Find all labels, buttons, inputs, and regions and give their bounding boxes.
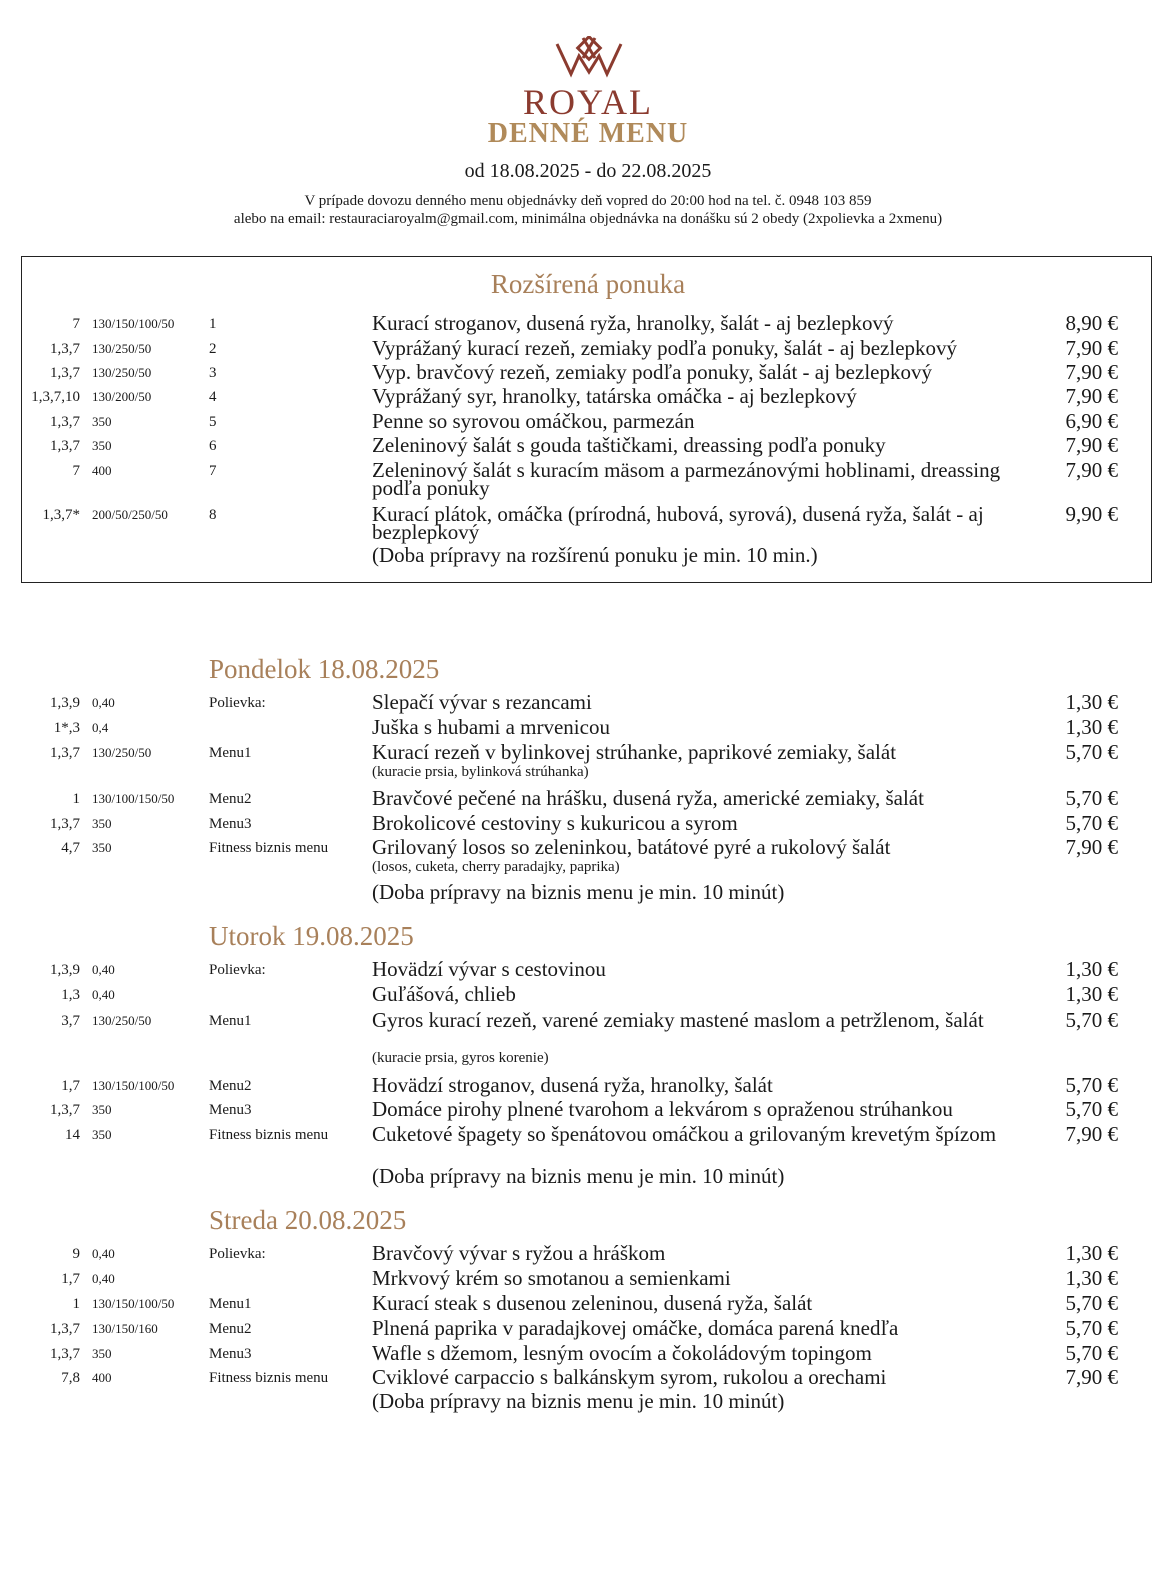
allergen-codes: 1,3,7: [50, 816, 80, 832]
dish-price: 5,70 €: [1065, 1341, 1118, 1365]
dish-price: 1,30 €: [1065, 982, 1118, 1006]
menu-date-range: od 18.08.2025 - do 22.08.2025: [464, 160, 712, 182]
dish-name: Guľášová, chlieb: [372, 982, 516, 1006]
portion-weight: 400: [92, 1370, 112, 1385]
dish-price: 7,90 €: [1065, 384, 1118, 408]
portion-weight: 350: [92, 414, 112, 429]
dish-price: 5,70 €: [1065, 786, 1118, 810]
dish-price: 1,30 €: [1065, 1266, 1118, 1290]
portion-weight: 350: [92, 1127, 112, 1142]
dish-name: Vyprážaný syr, hranolky, tatárska omáčka - aj bezlepkový: [372, 384, 857, 408]
dish-price: 5,70 €: [1065, 1008, 1118, 1032]
dish-price: 1,30 €: [1065, 715, 1118, 739]
item-number: 7: [209, 463, 217, 479]
allergen-codes: 1,3,7,10: [31, 389, 80, 405]
dish-price: 7,90 €: [1065, 336, 1118, 360]
menu-category-label: Menu1: [209, 745, 252, 761]
dish-name: Plnená paprika v paradajkovej omáčke, domáca parená knedľa: [372, 1316, 899, 1340]
allergen-codes: 1,3,7*: [42, 507, 80, 523]
dish-ingredients-note: (losos, cuketa, cherry paradajky, paprika): [372, 859, 620, 875]
allergen-codes: 1,3,7: [50, 341, 80, 357]
portion-weight: 0,40: [92, 1271, 115, 1286]
allergen-codes: 14: [65, 1127, 80, 1143]
item-number: 2: [209, 341, 217, 357]
item-number: 1: [209, 316, 217, 332]
menu-category-label: Menu3: [209, 1346, 252, 1362]
menu-category-label: Menu1: [209, 1296, 252, 1312]
portion-weight: 0,40: [92, 695, 115, 710]
dish-name: Kurací steak s dusenou zeleninou, dusená ryža, šalát: [372, 1291, 813, 1315]
menu-category-label: Menu2: [209, 1078, 252, 1094]
dish-name: Cviklové carpaccio s balkánskym syrom, rukolou a orechami: [372, 1365, 887, 1389]
menu-category-label: Menu3: [209, 816, 252, 832]
portion-weight: 130/150/100/50: [92, 1296, 175, 1311]
portion-weight: 130/150/160: [92, 1321, 158, 1336]
portion-weight: 130/250/50: [92, 365, 152, 380]
portion-weight: 0,40: [92, 1246, 115, 1261]
dish-price: 9,90 €: [1065, 502, 1118, 526]
dish-price: 7,90 €: [1065, 360, 1118, 384]
dish-name: Juška s hubami a mrvenicou: [372, 715, 610, 739]
dish-name: Slepačí vývar s rezancami: [372, 690, 592, 714]
delivery-notice-line1: V prípade dovozu denného menu objednávky deň vopred do 20:00 hod na tel. č. 0948 103 859: [304, 193, 872, 209]
menu-category-label: Menu1: [209, 1013, 252, 1029]
portion-weight: 0,40: [92, 962, 115, 977]
allergen-codes: 7,8: [61, 1370, 80, 1386]
dish-price: 1,30 €: [1065, 1241, 1118, 1265]
menu-category-label: Fitness biznis menu: [209, 1370, 329, 1386]
portion-weight: 130/150/100/50: [92, 1078, 175, 1093]
dish-price: 8,90 €: [1065, 311, 1118, 335]
allergen-codes: 1,7: [61, 1271, 80, 1287]
dish-price: 5,70 €: [1065, 1316, 1118, 1340]
item-number: 4: [209, 389, 217, 405]
allergen-codes: 3,7: [61, 1013, 80, 1029]
dish-price: 5,70 €: [1065, 1291, 1118, 1315]
portion-weight: 350: [92, 438, 112, 453]
menu-category-label: Polievka:: [209, 695, 266, 711]
dish-price: 5,70 €: [1065, 811, 1118, 835]
allergen-codes: 1,3,7: [50, 1321, 80, 1337]
dish-name: Kurací stroganov, dusená ryža, hranolky, šalát - aj bezlepkový: [372, 311, 894, 335]
dish-price: 6,90 €: [1065, 409, 1118, 433]
dish-name: Zeleninový šalát s gouda taštičkami, dreassing podľa ponuky: [372, 433, 886, 457]
business-menu-prep-note: (Doba prípravy na biznis menu je min. 10 minút): [372, 880, 785, 904]
dish-name: Grilovaný losos so zeleninkou, batátové pyré a rukolový šalát: [372, 835, 891, 859]
dish-name: Gyros kurací rezeň, varené zemiaky mastené maslom a petržlenom, šalát: [372, 1008, 984, 1032]
item-number: 6: [209, 438, 217, 454]
dish-name: Brokolicové cestoviny s kukuricou a syrom: [372, 811, 738, 835]
portion-weight: 130/100/150/50: [92, 791, 175, 806]
allergen-codes: 1,3,7: [50, 438, 80, 454]
allergen-codes: 1: [72, 791, 80, 807]
allergen-codes: 1*,3: [53, 720, 80, 736]
day-title: Utorok 19.08.2025: [209, 921, 414, 951]
dish-name: Zeleninový šalát s kuracím mäsom a parmezánovými hoblinami, dreassing podľa ponuky: [372, 458, 1001, 500]
allergen-codes: 1: [72, 1296, 80, 1312]
dish-price: 5,70 €: [1065, 740, 1118, 764]
allergen-codes: 1,7: [61, 1078, 80, 1094]
business-menu-prep-note: (Doba prípravy na biznis menu je min. 10 minút): [372, 1164, 785, 1188]
allergen-codes: 1,3,7: [50, 1102, 80, 1118]
menu-category-label: Menu2: [209, 791, 252, 807]
allergen-codes: 4,7: [61, 840, 80, 856]
day-title: Streda 20.08.2025: [209, 1205, 407, 1235]
item-number: 3: [209, 365, 217, 381]
dish-name: Hovädzí vývar s cestovinou: [372, 957, 606, 981]
menu-category-label: Fitness biznis menu: [209, 1127, 329, 1143]
allergen-codes: 7: [72, 463, 80, 479]
dish-price: 7,90 €: [1065, 1122, 1118, 1146]
dish-price: 7,90 €: [1065, 458, 1118, 482]
allergen-codes: 1,3,9: [50, 962, 80, 978]
dish-name: Kurací rezeň v bylinkovej strúhanke, paprikové zemiaky, šalát: [372, 740, 897, 764]
day-title: Pondelok 18.08.2025: [209, 654, 440, 684]
dish-price: 1,30 €: [1065, 957, 1118, 981]
portion-weight: 350: [92, 1102, 112, 1117]
allergen-codes: 9: [72, 1246, 80, 1262]
dish-price: 1,30 €: [1065, 690, 1118, 714]
dish-name: Domáce pirohy plnené tvarohom a lekvárom s opraženou strúhankou: [372, 1097, 953, 1121]
business-menu-prep-note: (Doba prípravy na biznis menu je min. 10 minút): [372, 1389, 785, 1413]
portion-weight: 130/250/50: [92, 341, 152, 356]
dish-name: Vyprážaný kurací rezeň, zemiaky podľa ponuky, šalát - aj bezlepkový: [372, 336, 958, 360]
brand-name: ROYAL: [522, 82, 653, 122]
portion-weight: 350: [92, 840, 112, 855]
portion-weight: 0,4: [92, 720, 109, 735]
dish-price: 7,90 €: [1065, 1365, 1118, 1389]
dish-name: Wafle s džemom, lesným ovocím a čokoládovým topingom: [372, 1341, 872, 1365]
dish-name: Hovädzí stroganov, dusená ryža, hranolky, šalát: [372, 1073, 773, 1097]
menu-category-label: Fitness biznis menu: [209, 840, 329, 856]
dish-name: Cuketové špagety so špenátovou omáčkou a grilovaným krevetým špízom: [372, 1122, 997, 1146]
item-number: 5: [209, 414, 217, 430]
dish-name: Bravčové pečené na hrášku, dusená ryža, americké zemiaky, šalát: [372, 786, 924, 810]
allergen-codes: 7: [72, 316, 80, 332]
dish-price: 7,90 €: [1065, 835, 1118, 859]
portion-weight: 130/150/100/50: [92, 316, 175, 331]
dish-name: Bravčový vývar s ryžou a hráškom: [372, 1241, 666, 1265]
portion-weight: 130/250/50: [92, 745, 152, 760]
dish-name: Penne so syrovou omáčkou, parmezán: [372, 409, 695, 433]
allergen-codes: 1,3,7: [50, 1346, 80, 1362]
dish-price: 5,70 €: [1065, 1073, 1118, 1097]
portion-weight: 350: [92, 816, 112, 831]
crown-monogram-icon: [553, 36, 625, 80]
menu-category-label: Polievka:: [209, 1246, 266, 1262]
portion-weight: 350: [92, 1346, 112, 1361]
portion-weight: 200/50/250/50: [92, 507, 168, 522]
dish-name: Mrkvový krém so smotanou a semienkami: [372, 1266, 731, 1290]
delivery-notice-line2: alebo na email: restauraciaroyalm@gmail.com, minimálna objednávka na donášku sú 2 obedy (2xpolievka a 2xmenu): [233, 211, 943, 227]
extended-offer-title: Rozšírená ponuka: [490, 269, 686, 299]
menu-subtitle: DENNÉ MENU: [487, 118, 689, 149]
allergen-codes: 1,3: [61, 987, 80, 1003]
extended-prep-note: (Doba prípravy na rozšírenú ponuku je min. 10 min.): [372, 543, 818, 567]
allergen-codes: 1,3,9: [50, 695, 80, 711]
dish-name: Kurací plátok, omáčka (prírodná, hubová, syrová), dusená ryža, šalát - aj bezplepkový: [372, 502, 984, 544]
dish-name: Vyp. bravčový rezeň, zemiaky podľa ponuky, šalát - aj bezlepkový: [372, 360, 932, 384]
item-number: 8: [209, 507, 217, 523]
portion-weight: 130/250/50: [92, 1013, 152, 1028]
dish-price: 7,90 €: [1065, 433, 1118, 457]
dish-ingredients-note: (kuracie prsia, bylinková strúhanka): [372, 764, 589, 780]
allergen-codes: 1,3,7: [50, 745, 80, 761]
dish-ingredients-note: (kuracie prsia, gyros korenie): [372, 1050, 549, 1066]
menu-category-label: Menu3: [209, 1102, 252, 1118]
menu-category-label: Polievka:: [209, 962, 266, 978]
menu-category-label: Menu2: [209, 1321, 252, 1337]
allergen-codes: 1,3,7: [50, 365, 80, 381]
dish-price: 5,70 €: [1065, 1097, 1118, 1121]
portion-weight: 130/200/50: [92, 389, 152, 404]
allergen-codes: 1,3,7: [50, 414, 80, 430]
portion-weight: 0,40: [92, 987, 115, 1002]
portion-weight: 400: [92, 463, 112, 478]
